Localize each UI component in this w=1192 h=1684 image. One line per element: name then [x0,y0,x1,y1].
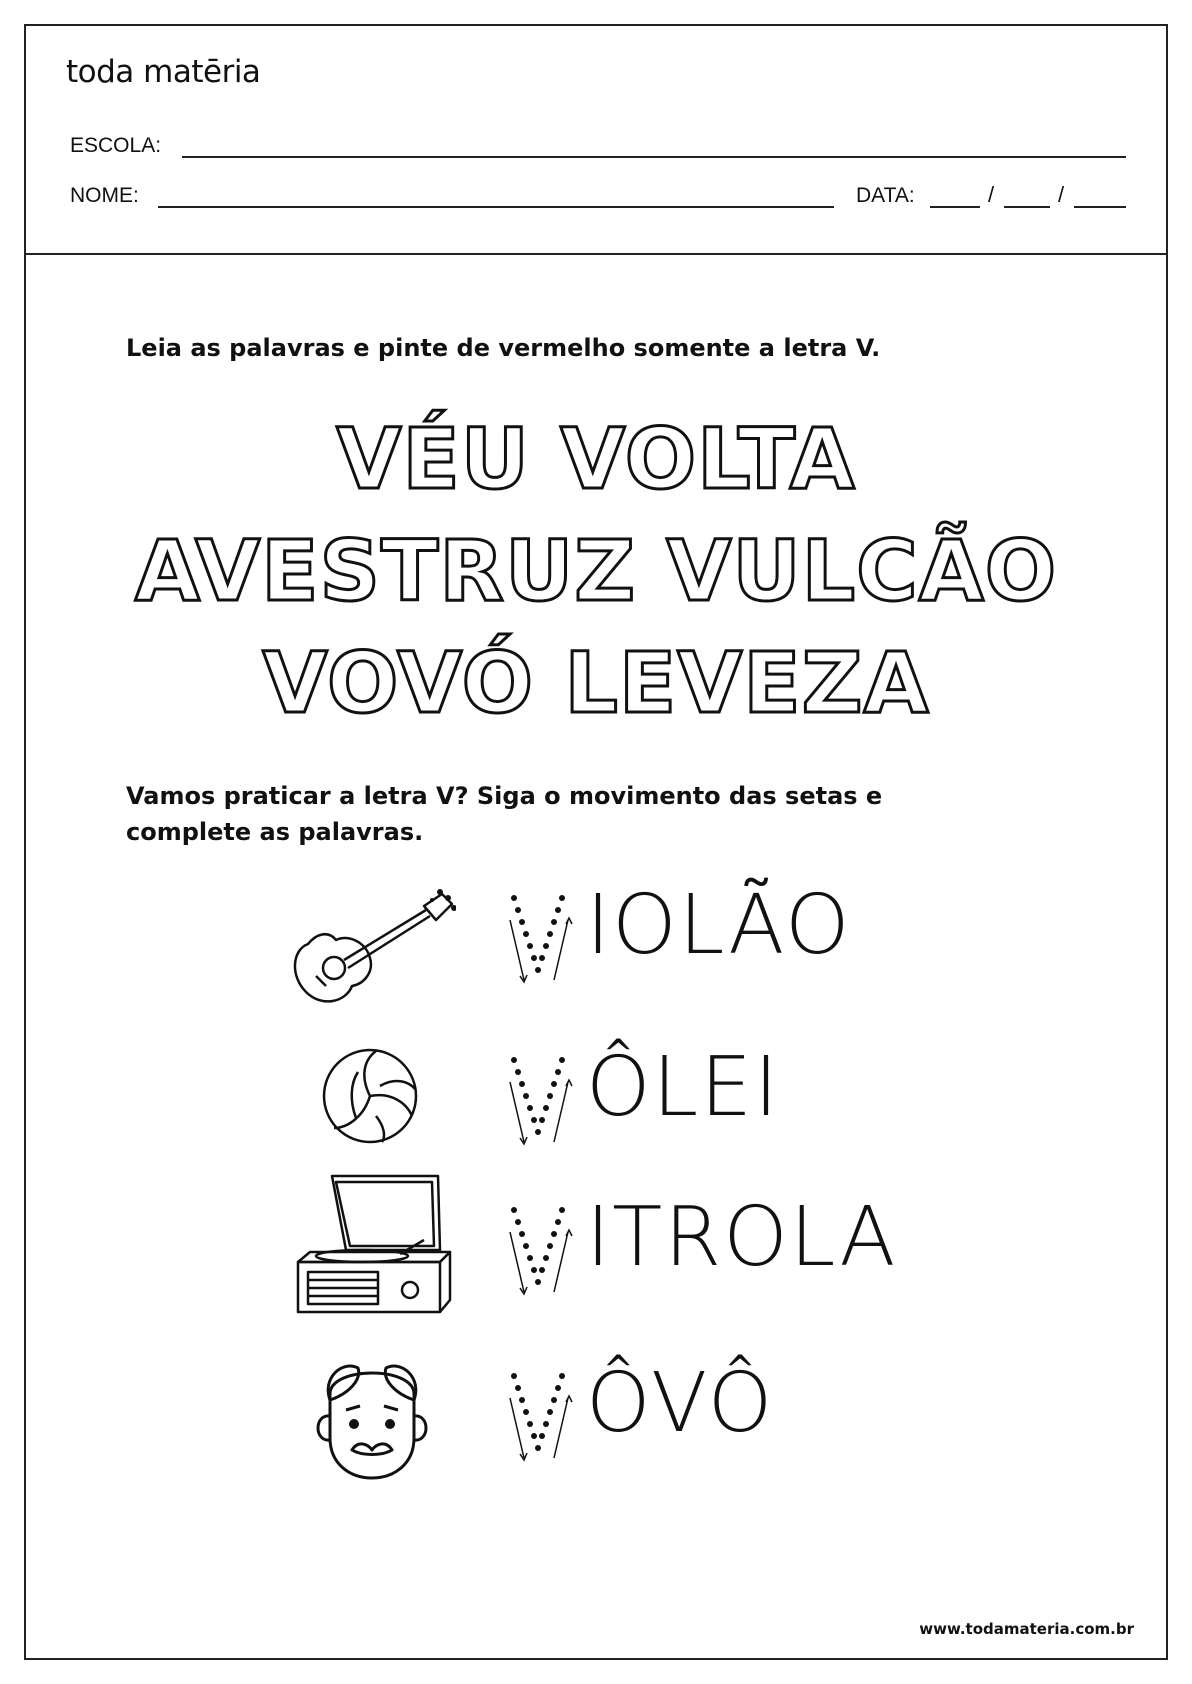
trace-letter-v-icon [508,1202,588,1298]
outline-word-line: VÉU VOLTA [336,410,856,508]
practice-word: IOLÃO [586,878,852,973]
worksheet [24,24,1168,1660]
date-label: DATA: [856,184,915,207]
name-label: NOME: [70,184,139,207]
trace-letter-v-icon [508,890,588,986]
practice-word: ÔLEI [586,1040,781,1135]
school-label: ESCOLA: [70,134,162,157]
practice-row [26,1190,1166,1320]
practice-word: ÔVÔ [586,1356,775,1451]
date-day-line [930,206,980,208]
outline-word-line: VOVÓ LEVEZA [262,634,930,732]
date-month-line [1004,206,1050,208]
brand-logo: toda matēria [66,54,261,90]
trace-letter-v-icon [508,1052,588,1148]
grandpa-face-icon [302,1354,442,1484]
practice-row [26,1040,1166,1170]
worksheet-header [26,26,1166,255]
date-separator: / [1058,182,1065,207]
name-line [158,206,834,208]
instruction-2: Vamos praticar a letra V? Siga o movimento das setas e complete as palavras. [126,782,883,846]
practice-row [26,1356,1166,1486]
date-year-line [1074,206,1126,208]
volleyball-icon [320,1046,420,1146]
practice-row [26,878,1166,1008]
record-player-icon [290,1170,460,1320]
website-footer: www.todamateria.com.br [919,1620,1134,1638]
outline-word-line: AVESTRUZ VULCÃO [134,522,1058,620]
practice-word: ITROLA [586,1190,898,1285]
instruction-1: Leia as palavras e pinte de vermelho somente a letra V. [126,334,881,362]
date-separator: / [988,182,995,207]
trace-letter-v-icon [508,1368,588,1464]
guitar-icon [286,884,456,1010]
school-line [182,156,1126,158]
